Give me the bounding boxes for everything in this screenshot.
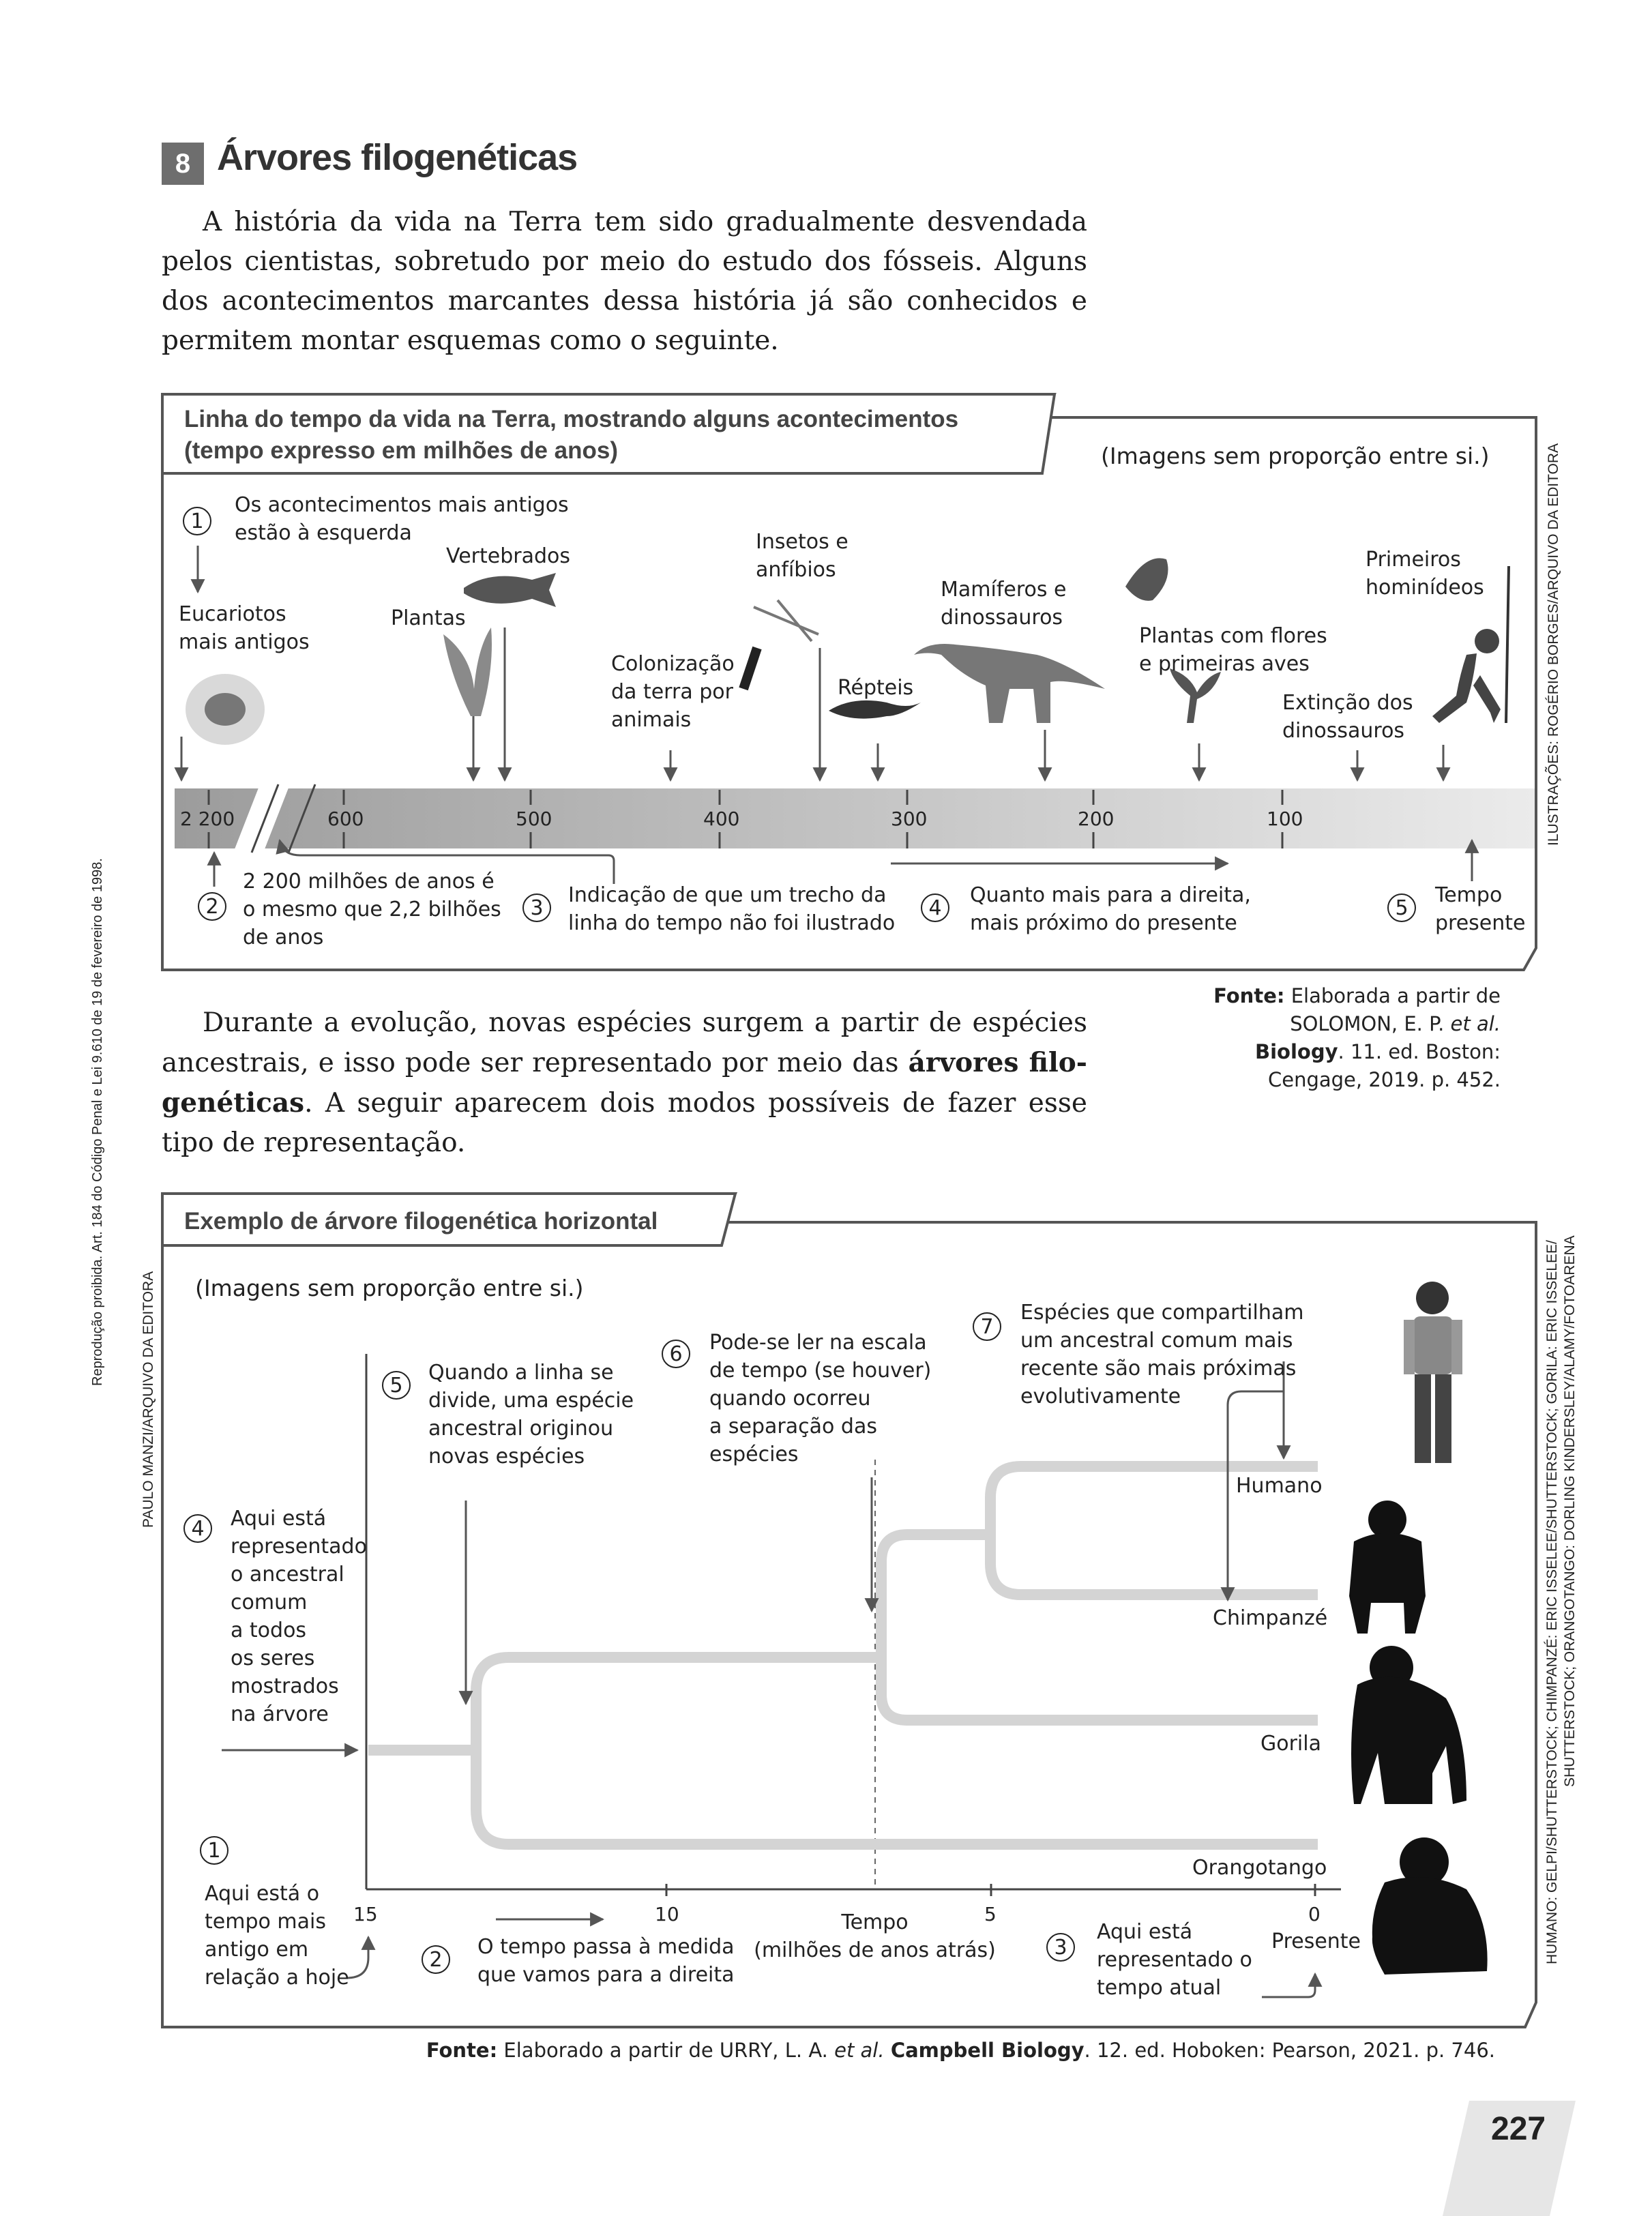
- source-label: Fonte:: [1213, 984, 1285, 1007]
- timeline-title-line: Linha do tempo da vida na Terra, mostrando alguns acontecimentos: [184, 406, 959, 432]
- callout-line: recente são mais próximas: [1020, 1357, 1297, 1380]
- timeline-callout-1-text: [235, 491, 569, 547]
- source-title: Campbell Biology: [890, 2039, 1085, 2062]
- timeline-title: [184, 404, 958, 467]
- tree-axis-tick-label: 10: [655, 1903, 679, 1925]
- tree-scale-note: (Imagens sem proporção entre si.): [195, 1275, 584, 1301]
- callout-line: ancestral originou: [428, 1417, 614, 1441]
- callout-line: 2 200 milhões de anos é: [243, 870, 495, 893]
- tree-callout-3-text: [1097, 1918, 1252, 2002]
- timeline-callout-3-number: 3: [522, 893, 551, 922]
- tree-callout-7-text: [1020, 1299, 1303, 1410]
- timeline-callout-2-text: [243, 868, 501, 951]
- species-label-gorila: Gorila: [1260, 1732, 1321, 1756]
- timeline-tick-label: 400: [703, 808, 740, 830]
- event-line: mais antigos: [179, 630, 310, 654]
- callout-line: quando ocorreu: [709, 1387, 871, 1410]
- evolution-text: ancestrais, e isso pode ser representado por meio das: [162, 1048, 899, 1078]
- evolution-keyword: genéticas: [162, 1087, 305, 1119]
- source-text: SOLOMON, E. P.: [1290, 1012, 1445, 1035]
- callout-line: Aqui está: [1097, 1920, 1193, 1944]
- evolution-text: . A seguir aparecem dois modos possíveis de fazer esse: [304, 1088, 1087, 1119]
- timeline-title-line: (tempo expresso em milhões de anos): [184, 437, 619, 464]
- section-number-badge: 8: [162, 143, 204, 185]
- plant-illustration: [443, 627, 492, 716]
- evolution-line: [162, 1083, 1087, 1123]
- callout-line: Indicação de que um trecho da: [568, 883, 887, 907]
- callout-line: Quando a linha se: [428, 1361, 614, 1385]
- orangutan-illustration: [1372, 1837, 1488, 1975]
- tree-axis-tick-label: 15: [353, 1903, 378, 1925]
- callout-line: na árvore: [231, 1702, 329, 1726]
- timeline-callout-3-text: [568, 881, 895, 937]
- tree-axis-tick-label: 5: [984, 1903, 997, 1925]
- callout-line: o mesmo que 2,2 bilhões: [243, 898, 501, 921]
- event-line: Insetos e: [756, 530, 849, 554]
- callout-line: novas espécies: [428, 1445, 585, 1468]
- tree-axis-tick-label: 0: [1308, 1903, 1321, 1925]
- timeline-callout-2-number: 2: [198, 892, 226, 921]
- callout-line: representado: [231, 1535, 367, 1558]
- callout-line: a separação das: [709, 1415, 877, 1438]
- evolution-line: [162, 1043, 1087, 1083]
- tree-callout-6-text: [709, 1329, 931, 1468]
- axis-label-line: (milhões de anos atrás): [754, 1938, 996, 1962]
- event-line: dinossauros: [1282, 719, 1405, 743]
- callout-line: linha do tempo não foi ilustrado: [568, 911, 896, 935]
- event-line: Colonização: [611, 652, 735, 676]
- fish-illustration: [464, 573, 556, 607]
- callout-line: O tempo passa à medida: [477, 1935, 735, 1959]
- event-repteis: Répteis: [838, 676, 914, 700]
- axis-label-line: Tempo: [841, 1910, 909, 1934]
- callout-line: representado o: [1097, 1948, 1252, 1972]
- tree-photo-credit-line1: HUMANO: GELPI/SHUTTERSTOCK; CHIMPANZÉ: ERIC ISSELEE/SHUTTERSTOCK; GORILA: ERIC ISSELEE/: [1544, 1240, 1560, 1964]
- timeline-scale-note: (Imagens sem proporção entre si.): [1101, 443, 1490, 469]
- source-text: Elaborado a partir de URRY, L. A.: [503, 2039, 828, 2062]
- callout-line: de tempo (se houver): [709, 1359, 932, 1383]
- timeline-bar: [175, 788, 1535, 848]
- tree-callout-7-number: 7: [973, 1312, 1001, 1341]
- source-text: Elaborada a partir de: [1290, 984, 1501, 1007]
- reptile-illustration: [829, 700, 921, 719]
- tree-frame: [162, 1194, 1536, 2027]
- species-label-chimpanze: Chimpanzé: [1213, 1606, 1328, 1630]
- callout-line: relação a hoje: [205, 1966, 349, 1990]
- insect-illustration: [743, 600, 818, 689]
- callout-line: que vamos para a direita: [477, 1963, 735, 1987]
- callout-line: Os acontecimentos mais antigos: [235, 493, 569, 517]
- timeline-tick-label: 600: [327, 808, 364, 830]
- event-extincao: [1282, 689, 1413, 745]
- tree-callout-6-number: 6: [662, 1340, 690, 1368]
- chimpanzee-illustration: [1349, 1501, 1426, 1634]
- timeline-callout-1-number: 1: [183, 507, 211, 535]
- event-line: dinossauros: [941, 606, 1063, 630]
- tree-callout-4-number: 4: [183, 1514, 212, 1543]
- tree-callout-1-text: [205, 1880, 349, 1992]
- event-line: anfíbios: [756, 558, 836, 582]
- event-line: Eucariotos: [179, 602, 286, 626]
- evolution-line: Durante a evolução, novas espécies surgem a partir de espécies: [203, 1007, 1087, 1038]
- event-flores: [1139, 622, 1327, 678]
- timeline-callout-4-number: 4: [921, 893, 949, 922]
- timeline-callout-5-number: 5: [1387, 893, 1416, 922]
- timeline-tick-label: 500: [516, 808, 552, 830]
- timeline-callout-5-text: [1435, 881, 1526, 937]
- callout-line: antigo em: [205, 1938, 309, 1962]
- callout-line: Aqui está: [231, 1507, 327, 1531]
- intro-line: dos acontecimentos marcantes dessa história já são conhecidos e: [162, 286, 1087, 316]
- event-mamiferos: [941, 576, 1067, 632]
- source-text: et al.: [834, 2039, 885, 2062]
- event-line: hominídeos: [1366, 576, 1484, 600]
- evolution-line: tipo de representação.: [162, 1127, 466, 1158]
- eukaryote-illustration: [186, 674, 265, 745]
- intro-line: A história da vida na Terra tem sido gradualmente desvendada: [203, 207, 1087, 237]
- callout-line: evolutivamente: [1020, 1385, 1181, 1408]
- event-vertebrados: Vertebrados: [446, 544, 570, 568]
- callout-line: presente: [1435, 911, 1526, 935]
- timeline-tick-label: 300: [891, 808, 928, 830]
- timeline-callout-4-text: [970, 881, 1251, 937]
- callout-line: a todos: [231, 1619, 307, 1642]
- callout-line: comum: [231, 1591, 308, 1614]
- tree-present-label: Presente: [1271, 1930, 1361, 1953]
- callout-line: tempo atual: [1097, 1976, 1222, 2000]
- dinosaur-illustration: [914, 644, 1105, 723]
- evolution-keyword: árvores filo-: [908, 1047, 1087, 1078]
- source-text: . 12. ed. Hoboken: Pearson, 2021. p. 746.: [1084, 2039, 1495, 2062]
- source-title: Biology: [1255, 1040, 1338, 1063]
- margin-legal-note: Reprodução proibida. Art. 184 do Código Penal e Lei 9.610 de 19 de fevereiro de 1998.: [90, 858, 105, 1386]
- event-line: Mamíferos e: [941, 578, 1067, 602]
- event-line: Extinção dos: [1282, 691, 1413, 715]
- timeline-source: [1160, 982, 1501, 1094]
- event-line: animais: [611, 708, 692, 732]
- callout-line: Tempo: [1435, 883, 1503, 907]
- timeline-illustration-credit: ILUSTRAÇÕES: ROGÉRIO BORGES/ARQUIVO DA EDITORA: [1546, 443, 1561, 846]
- page-number: 227: [1491, 2111, 1546, 2147]
- event-line: da terra por: [611, 680, 733, 704]
- event-line: Primeiros: [1366, 548, 1461, 572]
- callout-line: Espécies que compartilham: [1020, 1301, 1304, 1325]
- callout-line: tempo mais: [205, 1910, 326, 1934]
- event-line: Plantas com flores: [1139, 624, 1327, 648]
- tree-axis-label: [754, 1908, 996, 1964]
- event-hominideos: [1366, 546, 1484, 602]
- source-text: Cengage, 2019. p. 452.: [1268, 1068, 1501, 1091]
- callout-line: de anos: [243, 926, 324, 949]
- callout-line: mostrados: [231, 1674, 339, 1698]
- tree-callout-2-number: 2: [422, 1945, 450, 1974]
- callout-line: divide, uma espécie: [428, 1389, 634, 1413]
- tree-photo-credit-line2: SHUTTERSTOCK; ORANGOTANGO: DORLING KINDERSLEY/ALAMY/FOTOARENA: [1562, 1235, 1578, 1787]
- tree-callout-5-number: 5: [382, 1371, 411, 1400]
- event-line: e primeiras aves: [1139, 652, 1310, 676]
- callout-line: o ancestral: [231, 1563, 344, 1586]
- intro-line: pelos cientistas, sobretudo por meio do estudo dos fósseis. Alguns: [162, 246, 1087, 277]
- evolution-paragraph: [162, 1003, 1087, 1163]
- species-label-humano: Humano: [1236, 1474, 1323, 1498]
- callout-line: Quanto mais para a direita,: [970, 883, 1251, 907]
- timeline-tick-label: 100: [1267, 808, 1303, 830]
- event-insetos: [756, 528, 849, 584]
- phylogenetic-tree-branches: [368, 1466, 1318, 1844]
- tree-callout-2-text: [477, 1933, 735, 1989]
- tree-callout-1-number: 1: [200, 1836, 228, 1865]
- callout-line: espécies: [709, 1443, 799, 1466]
- callout-line: Aqui está o: [205, 1882, 320, 1906]
- tree-left-credit: PAULO MANZI/ARQUIVO DA EDITORA: [141, 1271, 156, 1528]
- gorilla-illustration: [1351, 1646, 1466, 1804]
- species-label-orangotango: Orangotango: [1192, 1856, 1327, 1880]
- tree-title: Exemplo de árvore filogenética horizontal: [184, 1208, 658, 1235]
- section-title: Árvores filogenéticas: [217, 137, 578, 178]
- timeline-tick-label: 2 200: [180, 808, 235, 830]
- event-plantas: Plantas: [391, 606, 466, 630]
- intro-line: permitem montar esquemas como o seguinte.: [162, 325, 779, 356]
- callout-line: Pode-se ler na escala: [709, 1331, 927, 1355]
- callout-line: um ancestral comum mais: [1020, 1329, 1293, 1353]
- tree-callout-4-text: [231, 1505, 367, 1728]
- human-illustration: [1404, 1282, 1462, 1463]
- timeline-tick-label: 200: [1078, 808, 1115, 830]
- event-colonizacao: [611, 650, 735, 734]
- tree-callout-5-text: [428, 1359, 634, 1471]
- callout-line: estão à esquerda: [235, 521, 412, 545]
- source-label: Fonte:: [426, 2039, 498, 2062]
- source-text: et al.: [1450, 1012, 1501, 1035]
- callout-line: os seres: [231, 1646, 315, 1670]
- source-text: . 11. ed. Boston:: [1338, 1040, 1501, 1063]
- tree-source: [409, 2037, 1495, 2065]
- event-eucariotos: [179, 600, 310, 656]
- callout-line: mais próximo do presente: [970, 911, 1237, 935]
- tree-callout-3-number: 3: [1046, 1933, 1075, 1962]
